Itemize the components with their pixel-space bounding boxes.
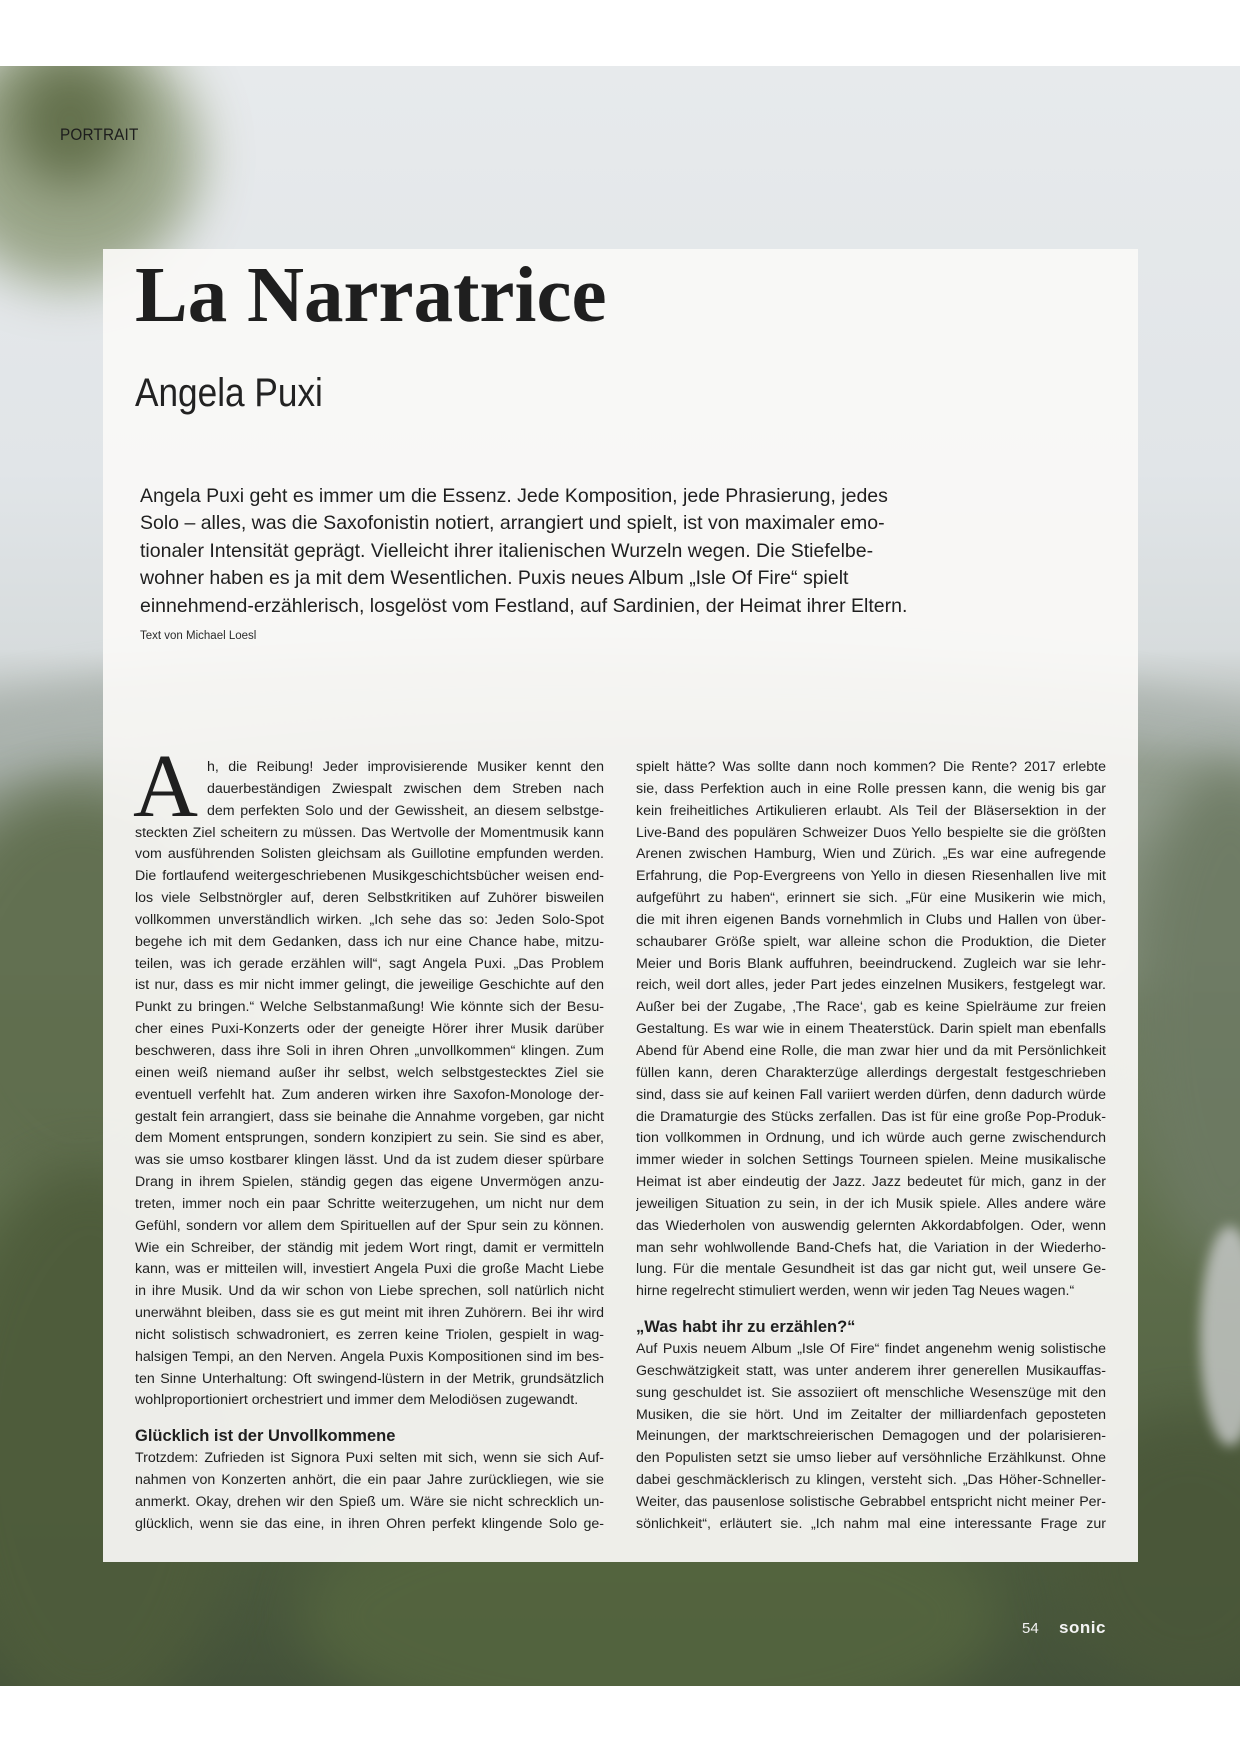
- body-line: beschweren, dass ihre Soli in ihren Ohren „unvollkommen“ klingen. Zum: [135, 1042, 604, 1059]
- body-line: die mit ihren eigenen Bands vornehmlich in Clubs und Hallen von über-: [636, 911, 1106, 928]
- section-heading: „Was habt ihr zu erzählen?“: [636, 1318, 856, 1337]
- body-line: Meier und Boris Blank auffuhren, beeindruckend. Zugleich war sie lehr-: [636, 955, 1106, 972]
- body-line: in ihre Musik. Und da wir schon von Liebe sprechen, soll natürlich nicht: [135, 1283, 604, 1300]
- body-line: Gefühl, sondern vor allem dem Spirituellen auf der Spur sein zu können.: [135, 1217, 604, 1234]
- body-line: dem Moment entsprungen, sondern konzipiert zu sein. Sie sind es aber,: [135, 1130, 604, 1147]
- body-line: unerwähnt bleiben, dass sie es gut meint mit ihren Zuhörern. Bei ihr wird: [135, 1305, 604, 1322]
- body-line: h, die Reibung! Jeder improvisierende Musiker kennt den: [207, 759, 604, 775]
- body-line: aufgeführt zu haben“, erinnert sie sich. „Für eine Musikerin wie mich,: [636, 890, 1106, 907]
- body-line: kein freiheitliches Artikulieren erlaubt. Als Teil der Bläsersektion in der: [636, 802, 1106, 819]
- body-line: dauerbeständigen Zwiespalt zwischen dem Streben nach: [207, 780, 604, 797]
- body-line: die Dramaturgie des Stücks zerfallen. Das ist für eine große Pop-Produk-: [636, 1108, 1106, 1125]
- body-line: Erfahrung, die Pop-Evergreens von Yello in diesen Riesenhallen live mit: [636, 868, 1106, 885]
- body-line: cher eines Puxi-Konzerts oder der geneigte Hörer ihrer Musik darüber: [135, 1021, 604, 1038]
- body-line: reich, weil dort alles, jeder Part jedes einzelnen Musikers, festgelegt war.: [636, 977, 1106, 994]
- body-line: was sie umso kostbarer klingen lässt. Und da ist zudem dieser spürbare: [135, 1152, 604, 1169]
- body-line: halsigen Tempi, an den Nerven. Angela Puxis Kompositionen sind im bes-: [135, 1348, 604, 1365]
- body-line: treten, immer noch ein paar Schritte weiterzugehen, um nicht nur dem: [135, 1195, 604, 1212]
- body-line: das Wiederholen von auswendig gelernten Akkordabfolgen. Oder, wenn: [636, 1217, 1106, 1234]
- body-line: Meinungen, der marktschreierischen Demagogen und der polarisieren-: [636, 1428, 1106, 1445]
- body-line: teilen, was ich gerade erzählen will“, sagt Angela Puxi. „Das Problem: [135, 955, 604, 972]
- body-line: nicht solistisch schwadroniert, es zerren keine Triolen, gespielt in wag-: [135, 1326, 604, 1343]
- body-line: Abend für Abend eine Rolle, die man zwar hier und da mit Persönlichkeit: [636, 1042, 1106, 1059]
- body-column-2: [636, 757, 1106, 1536]
- body-line: anmerkt. Okay, drehen wir den Spieß um. Wäre sie nicht schrecklich un-: [135, 1494, 604, 1510]
- lead-line: Angela Puxi geht es immer um die Essenz. Jede Komposition, jede Phrasierung, jedes: [140, 485, 888, 507]
- magazine-brand: sonic: [1059, 1618, 1106, 1637]
- body-line: Musiken, die sie hört. Und im Zeitalter der milliardenfach geposteten: [636, 1406, 1106, 1423]
- body-line: tion vollkommen in Ordnung, und ich würde auch gerne zwischendurch: [636, 1130, 1106, 1147]
- lead-line: wohner haben es ja mit dem Wesentlichen. Puxis neues Album „Isle Of Fire“ spielt: [140, 567, 849, 590]
- body-line: sönlichkeit“, erläutert sie. „Ich nahm mal eine interessante Frage zur: [636, 1515, 1106, 1532]
- body-line: sung geschuldet ist. Sie assoziiert oft menschliche Wesenszüge mit den: [636, 1384, 1106, 1401]
- body-line: sie, dass Perfektion auch in eine Rolle pressen kann, die wenig bis gar: [636, 780, 1106, 797]
- body-line: nahmen von Konzerten anhört, die ein paar Jahre zurückliegen, wie sie: [135, 1472, 604, 1489]
- body-line: Auf Puxis neuem Album „Isle Of Fire“ findet angenehm wenig solistische: [636, 1341, 1106, 1358]
- body-line: schaubarer Größe spielt, war alleine schon die Produktion, die Dieter: [636, 933, 1106, 950]
- body-line: ist nur, dass es mir nicht immer gelingt, die jeweilige Geschichte auf den: [135, 977, 604, 994]
- section-label: PORTRAIT: [60, 125, 139, 144]
- body-line: Die fortlaufend weitergeschriebenen Musikgeschichtsbücher weisen end-: [135, 868, 604, 885]
- lead-line: tionaler Intensität geprägt. Vielleicht ihrer italienischen Wurzeln wegen. Die Stiefelbe-: [140, 539, 874, 562]
- body-line: los viele Selbstnörgler auf, deren Selbstkritiken auf Zuhörer bisweilen: [135, 890, 604, 907]
- body-line: sind, dass sie auf keinen Fall variiert werden dürfen, denn dadurch würde: [636, 1086, 1106, 1103]
- body-line: kann, was er mitteilen will, investiert Angela Puxi die große Macht Liebe: [135, 1261, 604, 1278]
- body-line: lung. Für die mentale Gesundheit ist das gar nicht gut, weil unsere Ge-: [636, 1261, 1106, 1278]
- body-line: begehe ich mit dem Gedanken, dass ich nur eine Chance habe, mitzu-: [135, 933, 604, 950]
- body-line: eventuell verfehlt hat. Zum anderen wirken ihre Saxofon-Monologe der-: [135, 1086, 604, 1103]
- section-heading: Glücklich ist der Unvollkommene: [135, 1427, 396, 1446]
- body-line: Drang in ihrem Spielen, ständig gegen das eigene Unvermögen anzu-: [135, 1174, 604, 1191]
- body-line: Heimat ist aber eindeutig der Jazz. Jazz bedeutet für mich, ganz in der: [636, 1174, 1106, 1191]
- body-line: man sehr wohlwollende Band-Chefs hat, die Variation in der Wiederho-: [636, 1239, 1106, 1256]
- body-line: gestalt fein arrangiert, dass sie beinahe die Annahme vorgeben, gar nicht: [135, 1108, 604, 1125]
- body-line: Arenen zwischen Hamburg, Wien und Zürich. „Es war eine aufregende: [636, 846, 1106, 863]
- body-line: jeweiligen Situation zu sein, in der ich Musik spiele. Alles andere wäre: [636, 1195, 1106, 1212]
- body-line: Weiter, das pausenlose solistische Gebrabbel entspricht nicht meiner Per-: [636, 1494, 1106, 1510]
- article-subtitle: Angela Puxi: [135, 371, 323, 415]
- lead-paragraph: [140, 483, 932, 620]
- body-line: dem perfekten Solo und der Gewissheit, an diesem selbstge-: [207, 802, 604, 819]
- article-title: La Narratrice: [135, 252, 607, 339]
- body-line: Geschwätzigkeit statt, was unter anderem ihrer generellen Musikauffas-: [636, 1362, 1106, 1379]
- lead-line: einnehmend-erzählerisch, losgelöst vom Festland, auf Sardinien, der Heimat ihrer Eltern.: [140, 594, 908, 617]
- body-line: immer wieder in solchen Settings Tourneen spielen. Meine musikalische: [636, 1152, 1106, 1169]
- drop-cap: A: [133, 737, 198, 836]
- body-line: den Populisten setzt sie umso lieber auf versöhnliche Erzählkunst. Ohne: [636, 1450, 1106, 1467]
- body-line: füllen kann, deren Charakterzüge allerdings dergestalt festgeschrieben: [636, 1064, 1106, 1081]
- body-column-1: [135, 757, 604, 1536]
- body-line: Trotzdem: Zufrieden ist Signora Puxi selten mit sich, wenn sie sich Auf-: [135, 1450, 604, 1467]
- body-line: Wie ein Schreiber, der ständig mit jedem Wort ringt, damit er vermitteln: [135, 1239, 604, 1256]
- body-line: vom ausführenden Solisten gleichsam als Guillotine empfunden werden.: [135, 846, 604, 863]
- page-number: 54: [1022, 1620, 1039, 1637]
- byline: Text von Michael Loesl: [140, 630, 257, 642]
- body-line: ten Sinne Unterhaltung: Oft swingend-lüstern in der Metrik, grundsätzlich: [135, 1370, 604, 1387]
- body-line: steckten Ziel scheitern zu müssen. Das Wertvolle der Momentmusik kann: [135, 824, 604, 841]
- body-line: spielt hätte? Was sollte dann noch kommen? Die Rente? 2017 erlebte: [636, 759, 1106, 775]
- body-line: Gestaltung. Es war wie in einem Theaterstück. Darin spielt man ebenfalls: [636, 1021, 1106, 1038]
- body-line: Live-Band des populären Schweizer Duos Yello bespielte sie die größten: [636, 824, 1106, 841]
- lead-line: Solo – alles, was die Saxofonistin notiert, arrangiert und spielt, ist von maximaler emo-: [140, 512, 885, 535]
- body-line: glücklich, wenn sie das eine, in ihren Ohren perfekt klingende Solo ge-: [135, 1515, 604, 1532]
- body-line: vollkommen unverständlich wirken. „Ich sehe das so: Jeden Solo-Spot: [135, 911, 604, 928]
- body-line: hirne regelrecht stimuliert werden, wenn wir jeden Tag Neues wagen.“: [636, 1283, 1075, 1300]
- body-line: einen weiß niemand außer ihr selbst, welch selbstgestecktes Ziel sie: [135, 1064, 604, 1081]
- body-line: dabei geschmäcklerisch zu klingen, versteht sich. „Das Höher-Schneller-: [636, 1472, 1106, 1489]
- body-line: wohlproportioniert orchestriert und immer dem Melodiösen zugewandt.: [135, 1392, 579, 1409]
- body-line: Punkt zu bringen.“ Welche Selbstanmaßung! Wie könnte sich der Besu-: [135, 999, 604, 1016]
- body-line: Außer bei der Zugabe, ‚The Race‘, gab es keine Spielräume zur freien: [636, 999, 1106, 1016]
